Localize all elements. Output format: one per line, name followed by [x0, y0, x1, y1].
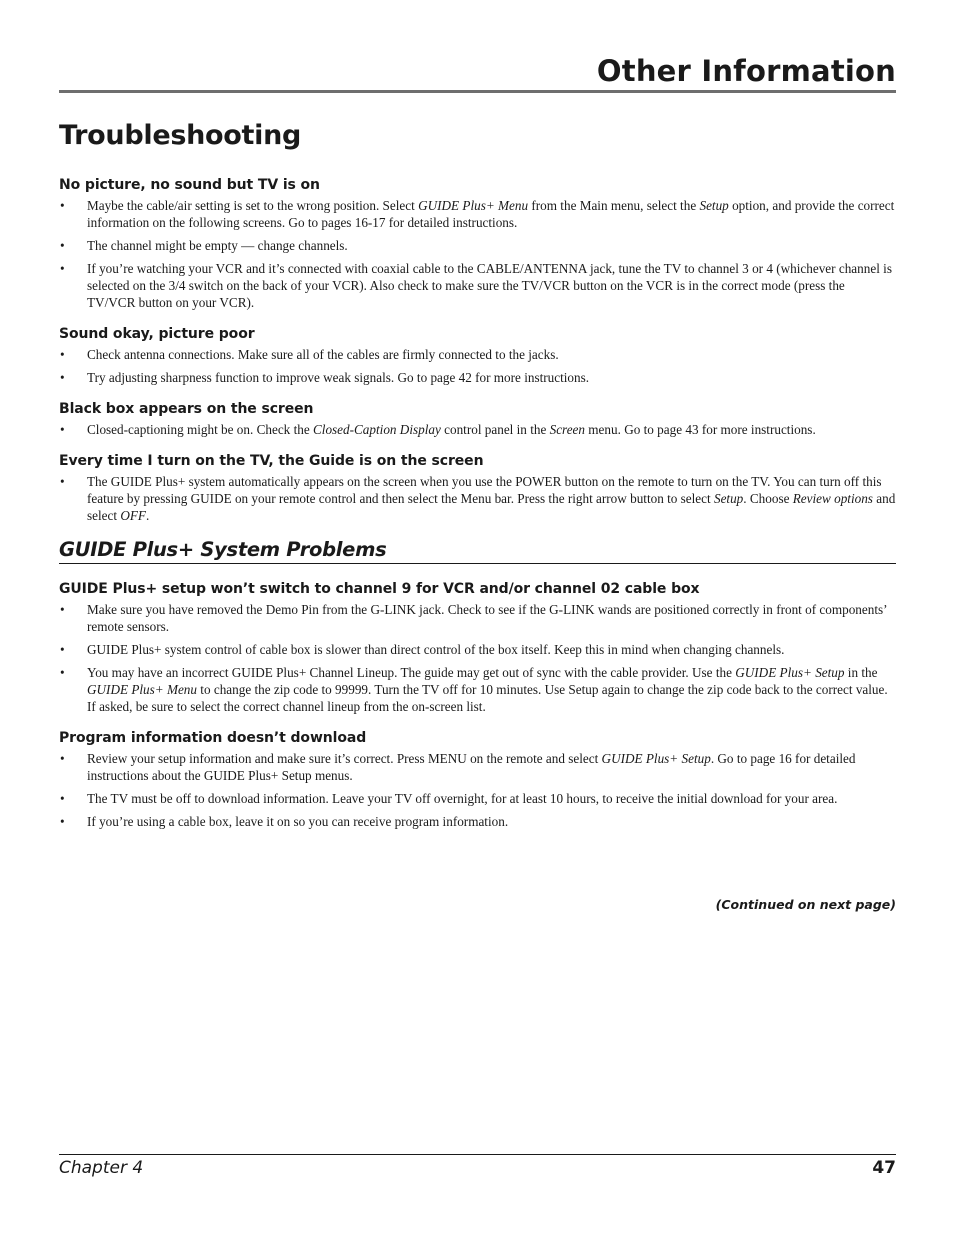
emphasized-text: Setup — [713, 491, 744, 506]
text-run: menu. Go to page 43 for more instructions. — [585, 422, 816, 437]
bullet-item — [59, 750, 896, 784]
topic-heading: Every time I turn on the TV, the Guide is on the screen — [59, 453, 484, 469]
text-run: . — [145, 508, 150, 523]
topic-heading: Black box appears on the screen — [59, 401, 314, 417]
emphasized-text: GUIDE Plus+ Menu — [87, 682, 197, 697]
footer-chapter: Chapter 4 — [59, 1158, 144, 1178]
text-run: and select — [87, 491, 896, 523]
header-title: Other Information — [596, 54, 896, 88]
topic-heading: Program information doesn’t download — [59, 730, 367, 746]
text-run: Check antenna connections. Make sure all of the cables are firmly connected to the jacks. — [87, 347, 559, 362]
bullet-item — [59, 790, 896, 807]
text-run: Maybe the cable/air setting is set to the wrong position. Select — [87, 198, 419, 213]
subsection-title: GUIDE Plus+ System Problems — [59, 538, 387, 561]
text-run: option, and provide the correct information on the following screens. Go to pages 16-17 for detailed instructions. — [87, 198, 895, 230]
topic-heading: Sound okay, picture poor — [59, 326, 255, 342]
text-run: from the Main menu, select the — [528, 198, 700, 213]
troubleshooting-topic — [59, 452, 896, 524]
emphasized-text: GUIDE Plus+ Menu — [418, 198, 529, 213]
emphasized-text: Screen — [549, 422, 585, 437]
guide-plus-sections — [59, 580, 896, 830]
emphasized-text: Review options — [792, 491, 873, 506]
bullet-item — [59, 641, 896, 658]
text-run: in the — [844, 665, 878, 680]
emphasized-text: Setup — [699, 198, 729, 213]
bullet-item — [59, 197, 896, 231]
text-run: control panel in the — [440, 422, 550, 437]
text-run: The GUIDE Plus+ system automatically appears on the screen when you use the POWER button on the remote to turn on the TV. You can turn off this feature by pressing GUIDE on your remote control and then select the Menu bar. Press the right arrow button to select — [87, 474, 882, 506]
footer-page-number: 47 — [872, 1158, 896, 1178]
text-run: . Choose — [743, 491, 793, 506]
emphasized-text: OFF — [120, 508, 146, 523]
text-run: to change the zip code to 99999. Turn the TV off for 10 minutes. Use Setup again to change the zip code back to the correct value. If asked, be sure to select the correct channel lineup from the on-screen list. — [87, 682, 888, 714]
text-run: GUIDE Plus+ system control of cable box is slower than direct control of the box itself. Keep this in mind when changing channels. — [87, 642, 785, 657]
emphasized-text: Closed-Caption Display — [312, 422, 441, 437]
content — [59, 176, 896, 844]
bullet-list — [59, 750, 896, 830]
bullet-list — [59, 197, 896, 311]
troubleshooting-topic — [59, 580, 896, 715]
troubleshooting-topic — [59, 176, 896, 311]
topic-heading: GUIDE Plus+ setup won’t switch to channel 9 for VCR and/or channel 02 cable box — [59, 581, 700, 597]
bullet-item — [59, 260, 896, 311]
bullet-item — [59, 237, 896, 254]
text-run: Closed-captioning might be on. Check the — [87, 422, 313, 437]
bullet-list — [59, 346, 896, 386]
text-run: You may have an incorrect GUIDE Plus+ Channel Lineup. The guide may get out of sync with the cable provider. Use the — [87, 665, 736, 680]
text-run: If you’re watching your VCR and it’s connected with coaxial cable to the CABLE/ANTENNA jack, tune the TV to channel 3 or 4 (whichever channel is selected on the 3/4 switch on the back of your VCR). Also check to make sure the TV/VCR button on the VCR is in the correct mode (press the TV/VCR button on your VCR). — [87, 261, 892, 310]
bullet-item — [59, 664, 896, 715]
troubleshooting-topic — [59, 325, 896, 386]
bullet-item — [59, 421, 896, 438]
text-run: Try adjusting sharpness function to improve weak signals. Go to page 42 for more instructions. — [87, 370, 590, 385]
text-run: The channel might be empty — change channels. — [87, 238, 348, 253]
bullet-item — [59, 813, 896, 830]
footer-rule — [59, 1154, 896, 1155]
bullet-item — [59, 346, 896, 363]
bullet-list — [59, 601, 896, 715]
troubleshooting-sections — [59, 176, 896, 524]
topic-heading: No picture, no sound but TV is on — [59, 177, 320, 193]
bullet-item — [59, 369, 896, 386]
header-rule — [59, 90, 896, 93]
text-run: If you’re using a cable box, leave it on so you can receive program information. — [87, 814, 509, 829]
text-run: Make sure you have removed the Demo Pin from the G-LINK jack. Check to see if the G-LINK wands are positioned correctly in front of components’ remote sensors. — [87, 602, 887, 634]
bullet-list — [59, 473, 896, 524]
subsection-rule — [59, 563, 896, 564]
emphasized-text: GUIDE Plus+ Setup — [601, 751, 711, 766]
page-title: Troubleshooting — [59, 120, 302, 151]
troubleshooting-topic — [59, 400, 896, 438]
text-run: . Go to page 16 for detailed instructions about the GUIDE Plus+ Setup menus. — [87, 751, 856, 783]
bullet-item — [59, 473, 896, 524]
emphasized-text: GUIDE Plus+ Setup — [735, 665, 845, 680]
bullet-list — [59, 421, 896, 438]
troubleshooting-topic — [59, 729, 896, 830]
bullet-item — [59, 601, 896, 635]
continued-note: (Continued on next page) — [715, 897, 896, 912]
text-run: The TV must be off to download information. Leave your TV off overnight, for at least 10 hours, to receive the initial download for your area. — [87, 791, 838, 806]
text-run: Review your setup information and make sure it’s correct. Press MENU on the remote and select — [87, 751, 602, 766]
